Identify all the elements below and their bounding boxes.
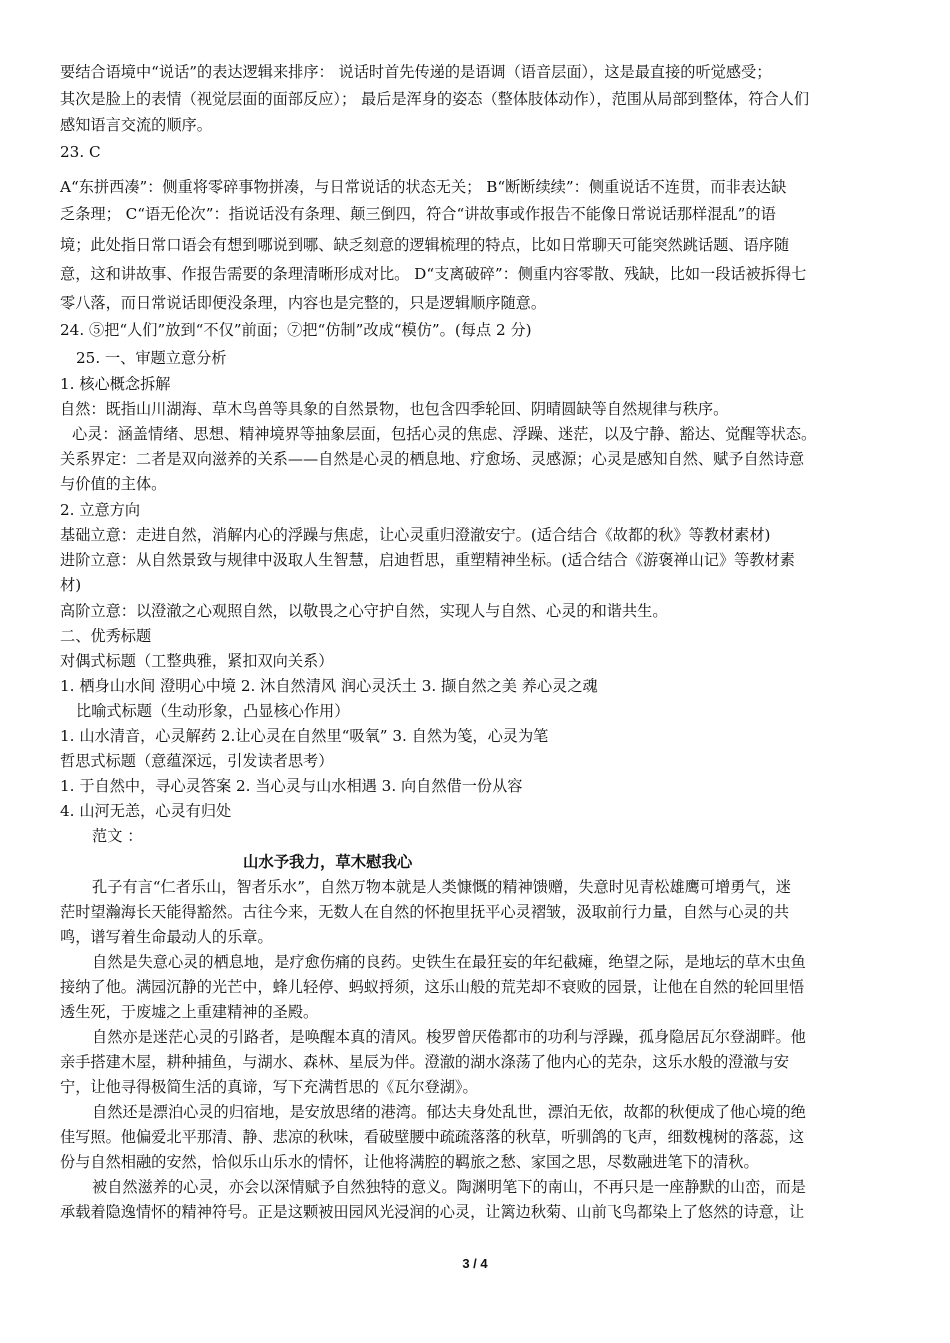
text-line: 1. 于自然中，寻心灵答案 2. 当心灵与山水相遇 3. 向自然借一份从容 (60, 777, 523, 795)
essay-paragraph-line: 亲手搭建木屋，耕种捕鱼，与湖水、森林、星辰为伴。澄澈的湖水涤荡了他内心的芜杂，这乐水般的澄澈与安 (60, 1053, 789, 1071)
essay-paragraph-line: 自然还是漂泊心灵的归宿地，是安放思绪的港湾。郁达夫身处乱世，漂泊无依，故都的秋便成了他心境的绝 (92, 1103, 806, 1121)
text-line: 对偶式标题（工整典雅，紧扣双向关系） (60, 652, 334, 670)
essay-paragraph-line: 透生死，于废墟之上重建精神的圣殿。 (60, 1003, 319, 1021)
essay-paragraph-line: 份与自然相融的安然，恰似乐山乐水的情怀，让他将满腔的羁旅之愁、家国之思，尽数融进笔下的清秋。 (60, 1153, 759, 1171)
essay-paragraph-line: 茫时望瀚海长天能得豁然。古往今来，无数人在自然的怀抱里抚平心灵褶皱，汲取前行力量，自然与心灵的共 (60, 903, 789, 921)
text-line: 境；此处指日常口语会有想到哪说到哪、缺乏刻意的逻辑梳理的特点，比如日常聊天可能突然跳话题、语序随 (60, 236, 789, 254)
answer-25-heading: 25. 一、审题立意分析 (76, 349, 227, 367)
text-line: 关系界定：二者是双向滋养的关系——自然是心灵的栖息地、疗愈场、灵感源；心灵是感知自然、赋予自然诗意 (60, 450, 805, 468)
text-line: 零八落，而日常说话即便没条理，内容也是完整的，只是逻辑顺序随意。 (60, 294, 546, 312)
essay-paragraph-line: 自然亦是迷茫心灵的引路者，是唤醒本真的清风。梭罗曾厌倦都市的功利与浮躁，孤身隐居瓦尔登湖畔。他 (92, 1028, 806, 1046)
text-line: 高阶立意：以澄澈之心观照自然，以敬畏之心守护自然，实现人与自然、心灵的和谐共生。 (60, 602, 668, 620)
answer-23-heading: 23. C (60, 143, 101, 161)
text-line: 1. 山水清音，心灵解药 2.让心灵在自然里“吸氧” 3. 自然为笺，心灵为笔 (60, 727, 549, 745)
text-line: 与价值的主体。 (60, 475, 167, 493)
text-line: 进阶立意：从自然景致与规律中汲取人生智慧，启迪哲思，重塑精神坐标。(适合结合《游褒禅山记》等教材素 (60, 551, 795, 569)
text-line: 意，这和讲故事、作报告需要的条理清晰形成对比。 D“支离破碎”：侧重内容零散、残缺，比如一段话被拆得七 (60, 265, 807, 283)
text-line: 哲思式标题（意蕴深远，引发读者思考） (60, 752, 334, 770)
text-line: 其次是脸上的表情（视觉层面的面部反应）； 最后是浑身的姿态（整体肢体动作），范围从局部到整体，符合人们 (60, 90, 810, 108)
text-line: 1. 栖身山水间 澄明心中境 2. 沐自然清风 润心灵沃土 3. 撷自然之美 养心灵之魂 (60, 677, 598, 695)
text-line: A“东拼西凑”：侧重将零碎事物拼凑，与日常说话的状态无关； B“断断续续”：侧重说话不连贯，而非表达缺 (60, 178, 787, 196)
text-line: 感知语言交流的顺序。 (60, 116, 212, 134)
essay-paragraph-line: 孔子有言“仁者乐山，智者乐水”，自然万物本就是人类慷慨的精神馈赠，失意时见青松雄鹰可增勇气，迷 (92, 878, 791, 896)
essay-paragraph-line: 佳写照。他偏爱北平那清、静、悲凉的秋味，看破壁腰中疏疏落落的秋草，听驯鸽的飞声，细数槐树的落蕊，这 (60, 1128, 805, 1146)
text-line: 自然：既指山川湖海、草木鸟兽等具象的自然景物，也包含四季轮回、阴晴圆缺等自然规律与秩序。 (60, 400, 729, 418)
section-heading: 2. 立意方向 (60, 501, 141, 519)
essay-paragraph-line: 接纳了他。满园沉静的光芒中，蜂儿轻停、蚂蚁捋须，这乐山般的荒芜却不衰败的园景，让他在自然的轮回里悟 (60, 978, 805, 996)
essay-title: 山水予我力，草木慰我心 (243, 853, 413, 871)
essay-paragraph-line: 被自然滋养的心灵，亦会以深情赋予自然独特的意义。陶渊明笔下的南山，不再只是一座静默的山峦，而是 (92, 1178, 806, 1196)
essay-paragraph-line: 承载着隐逸情怀的精神符号。正是这颗被田园风光浸润的心灵，让篱边秋菊、山前飞鸟都染上了悠然的诗意，让 (60, 1203, 805, 1221)
text-line: 乏条理； C“语无伦次”：指说话没有条理、颠三倒四，符合“讲故事或作报告不能像日常说话那样混乱”的语 (60, 205, 776, 223)
essay-paragraph-line: 宁，让他寻得极简生活的真谛，写下充满哲思的《瓦尔登湖》。 (60, 1078, 478, 1096)
essay-paragraph-line: 自然是失意心灵的栖息地，是疗愈伤痛的良药。史铁生在最狂妄的年纪截瘫，绝望之际，是地坛的草木虫鱼 (92, 953, 806, 971)
model-essay-label: 范文 ： (92, 827, 143, 845)
text-line: 4. 山河无恙，心灵有归处 (60, 802, 232, 820)
answer-24: 24. ⑤把“人们”放到“不仅”前面；⑦把“仿制”改成“模仿”。(每点 2 分) (60, 321, 532, 339)
section-heading: 1. 核心概念拆解 (60, 375, 171, 393)
text-line: 比喻式标题（生动形象，凸显核心作用） (76, 702, 350, 720)
text-line: 基础立意：走进自然，消解内心的浮躁与焦虑，让心灵重归澄澈安宁。(适合结合《故都的秋》等教材素材) (60, 526, 771, 544)
section-heading: 二、优秀标题 (60, 627, 152, 645)
essay-paragraph-line: 鸣，谱写着生命最动人的乐章。 (60, 928, 273, 946)
text-line: 要结合语境中“说话”的表达逻辑来排序： 说话时首先传递的是语调（语音层面），这是最直接的听觉感受； (60, 63, 772, 81)
page-number: 3 / 4 (462, 1256, 488, 1271)
text-line: 心灵：涵盖情绪、思想、精神境界等抽象层面，包括心灵的焦虑、浮躁、迷茫，以及宁静、豁达、觉醒等状态。 (72, 425, 817, 443)
text-line: 材) (60, 576, 82, 594)
